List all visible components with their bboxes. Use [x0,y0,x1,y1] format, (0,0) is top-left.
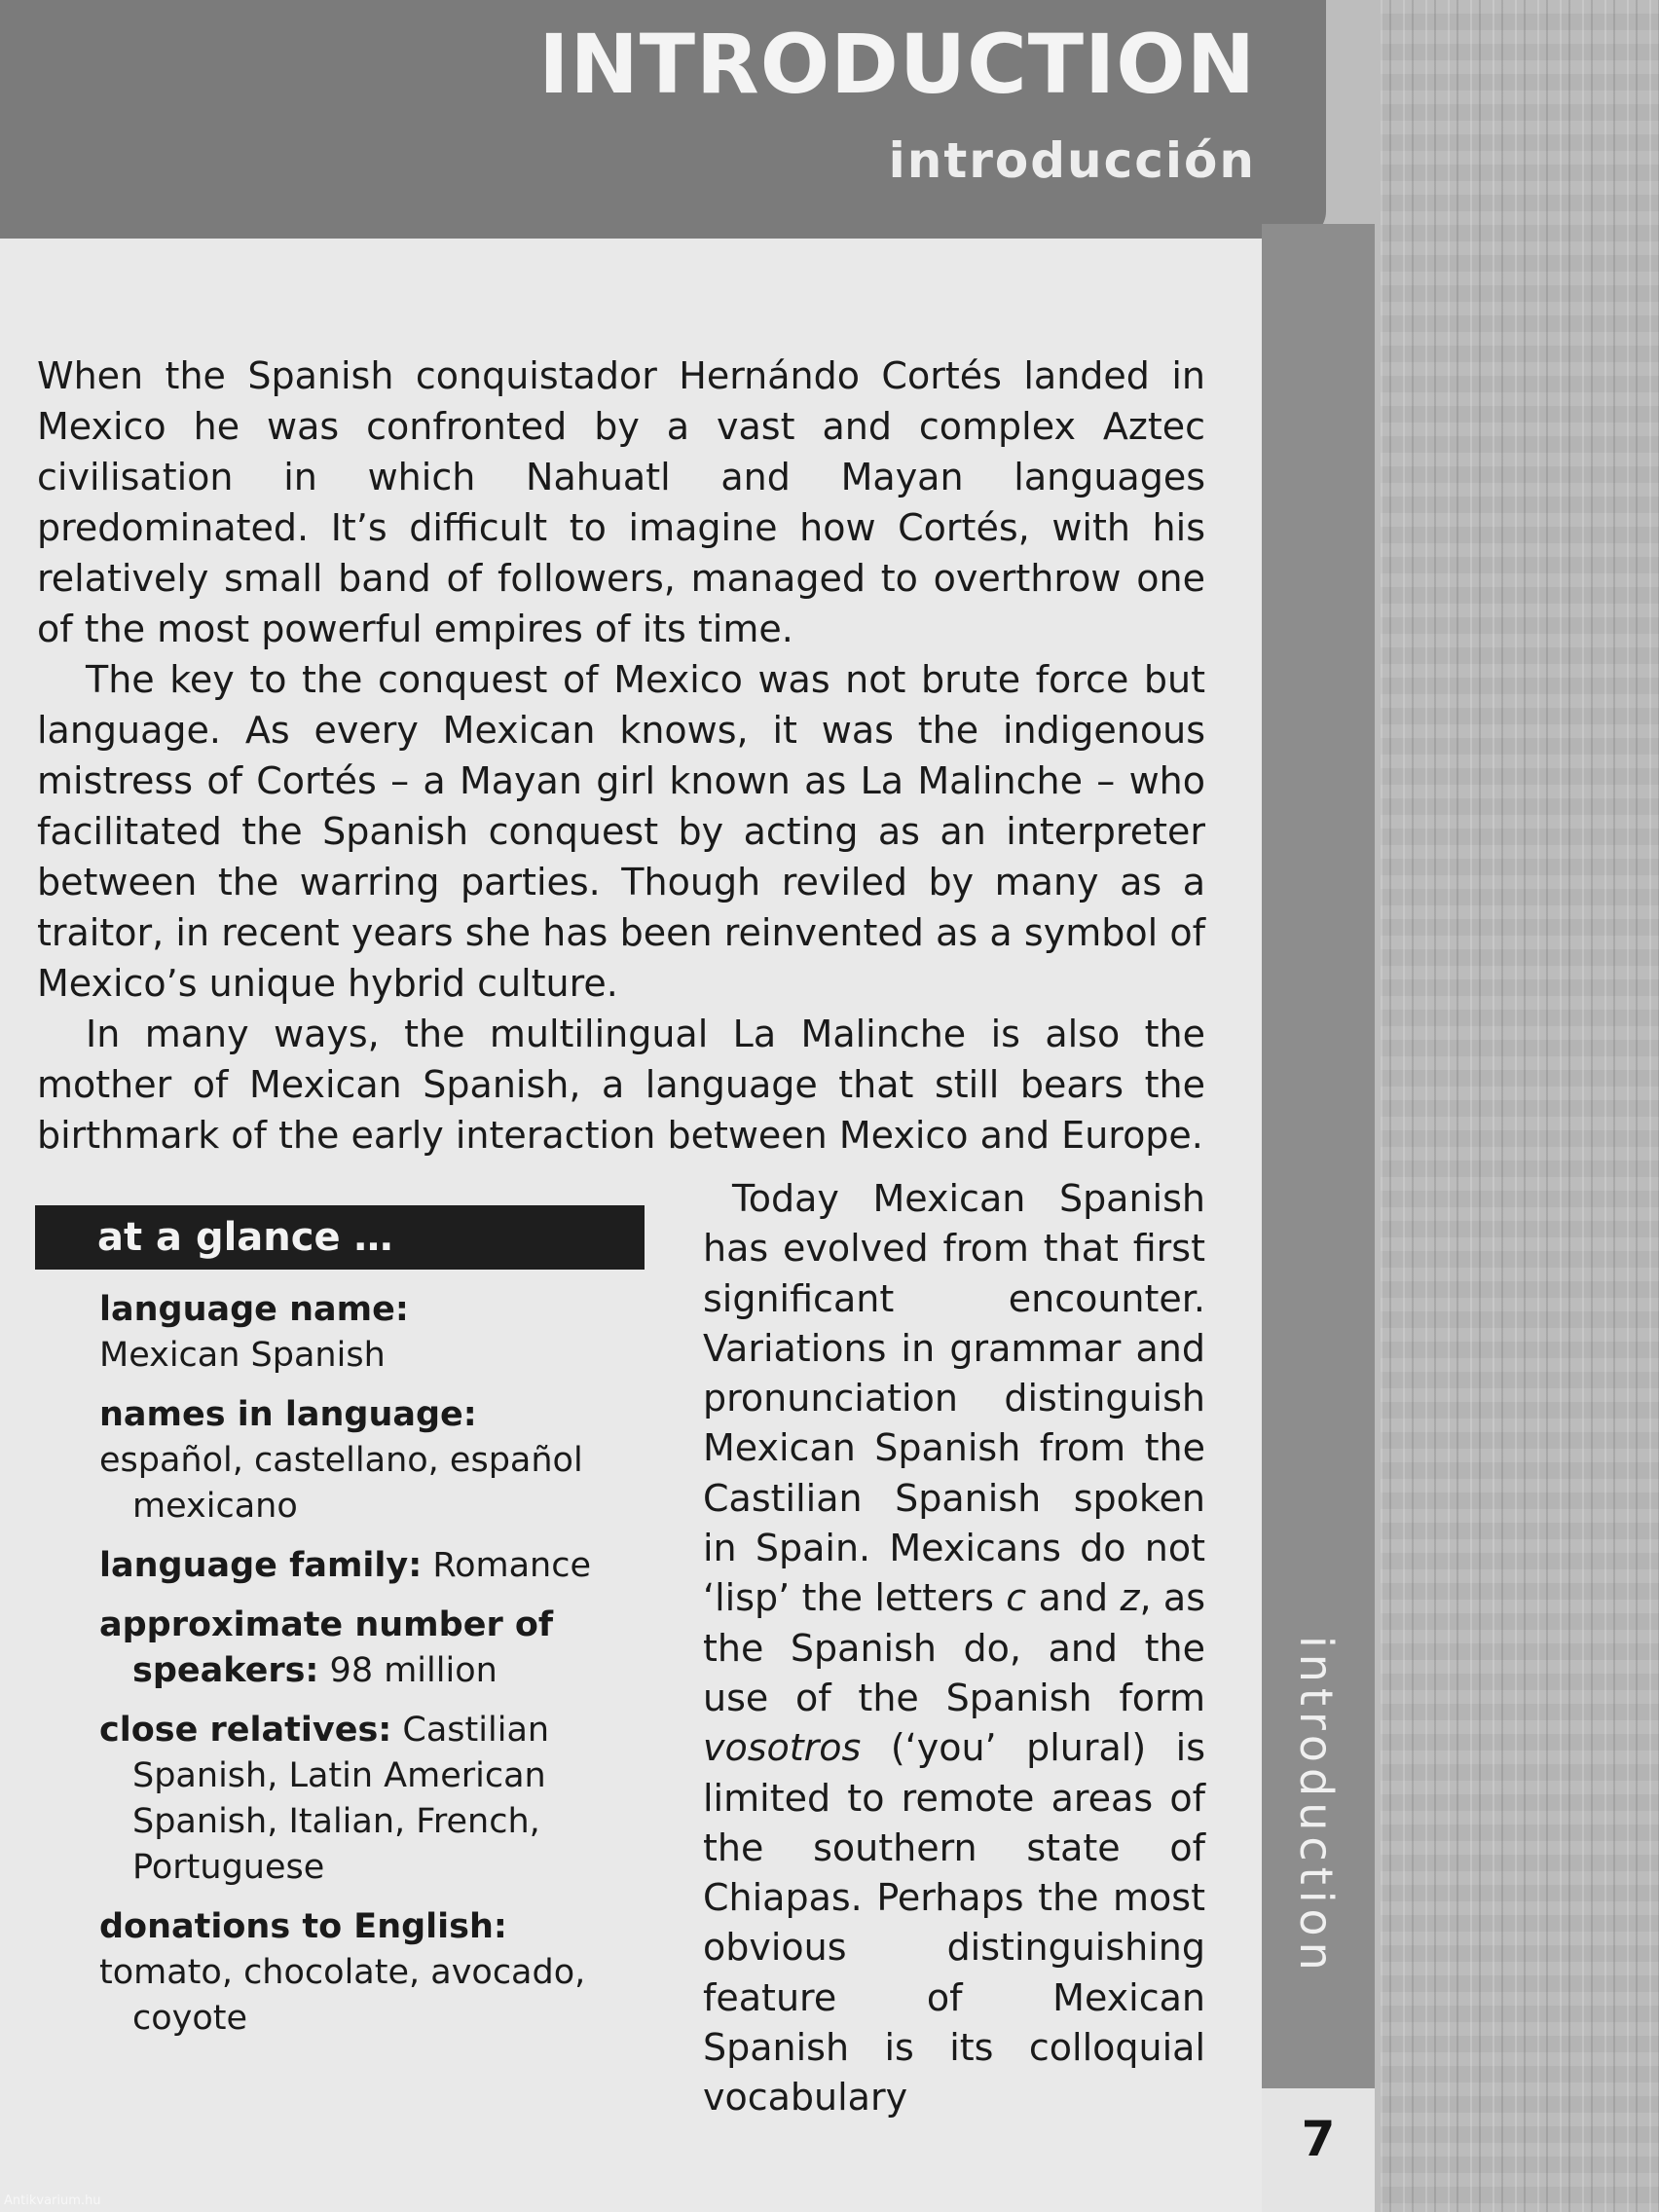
letter-c: c [1006,1576,1027,1620]
letter-z: z [1120,1576,1140,1620]
vosotros-term: vosotros [703,1726,862,1770]
page-number: 7 [1301,2111,1336,2167]
glance-value: tomato, chocolate, avocado, coyote [99,1953,586,2038]
glance-item [99,1708,645,1891]
glance-value: Mexican Spanish [99,1336,386,1375]
column-text-part: and [1026,1576,1121,1620]
at-a-glance-list [35,1270,645,2042]
glance-item [99,1904,645,2042]
paragraph: When the Spanish conquistador Hernándo Cortés landed in Mexico he was confronted by a vast and complex Aztec civilisation in which Nahuatl and Mayan languages predominated. It’s difficult to imagine how Cortés, with his relatively small band of followers, managed to overthrow one of the most powerful empires of its time. [37,354,1205,650]
intro-body [37,350,1205,1161]
glance-value: 98 million [329,1651,498,1690]
at-a-glance-title: at a glance … [35,1205,645,1270]
glance-item [99,1392,645,1530]
paragraph: In many ways, the multilingual La Malinche is also the mother of Mexican Spanish, a language that still bears the birthmark of the early interaction between Mexico and Europe. [37,1013,1205,1157]
glance-key: language name: [99,1290,409,1329]
glance-value: español, castellano, español mexicano [99,1441,583,1526]
column-text-part: (‘you’ plural) is limited to remote areas of the southern state of Chiapas. Perhaps the most obvious distinguishing feature of Mexican Spanish is its colloquial vocabulary [703,1726,1205,2120]
glance-key: close relatives: [99,1711,392,1750]
glance-key: donations to English: [99,1907,507,1946]
glance-key: names in language: [99,1395,477,1434]
glance-key: approximate number of speakers: [99,1605,554,1690]
glance-key: language family: [99,1546,423,1585]
watermark: Antikvarium.hu [4,2194,101,2208]
glance-value: Romance [432,1546,592,1585]
column-text-part: Today Mexican Spanish has evolved from that first significant encounter. Variations in grammar and pronunciation distinguish Mexican Spanish from the Castilian Spanish spoken in Spain. Mexicans do not ‘lisp’ the letters [703,1177,1205,1620]
glance-item [99,1287,645,1379]
at-a-glance-box [35,1205,645,2055]
column-text-part: , as the Spanish do, and the use of the Spanish form [703,1576,1205,1719]
column-text [703,1174,1205,2123]
glance-item [99,1603,645,1694]
glance-item [99,1543,645,1589]
glance-value: Castilian Spanish, Latin American Spanish, Italian, French, Portuguese [132,1711,550,1887]
page-title: INTRODUCTION [538,17,1256,112]
side-tab-label [1266,1636,1367,1737]
page-subtitle: introducción [888,132,1256,189]
paragraph: The key to the conquest of Mexico was not brute force but language. As every Mexican knows, it was the indigenous mistress of Cortés – a Mayan girl known as La Malinche – who facilitated the Spanish conquest by acting as an interpreter between the warring parties. Though reviled by many as a traitor, in recent years she has been reinvented as a symbol of Mexico’s unique hybrid culture. [37,658,1205,1005]
page-edge-strip [1381,0,1659,2212]
